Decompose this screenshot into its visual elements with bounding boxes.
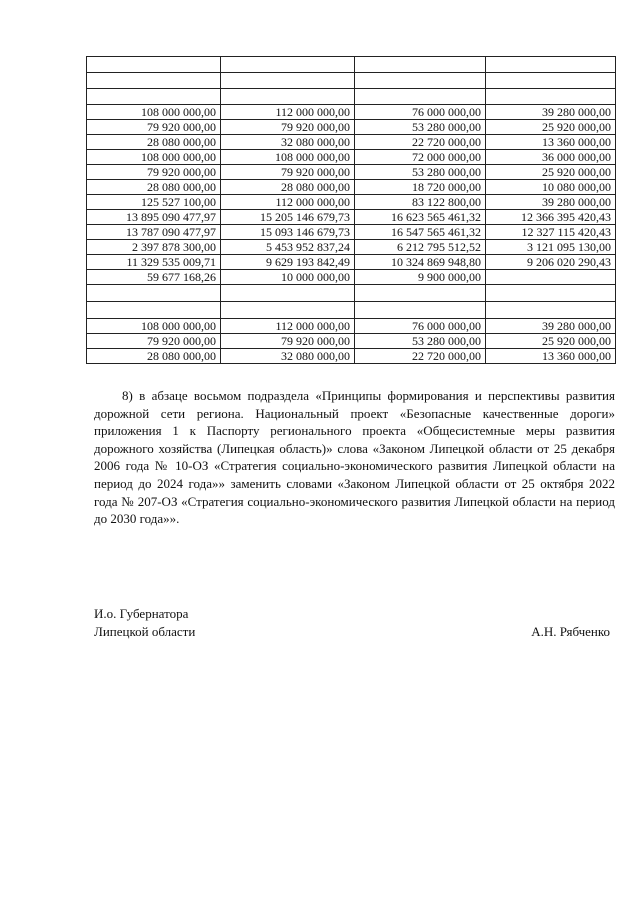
- table-row: [87, 285, 616, 302]
- signatory-name: А.Н. Рябченко: [531, 624, 610, 639]
- table-cell: 15 093 146 679,73: [221, 225, 355, 240]
- table-cell: 53 280 000,00: [355, 120, 486, 135]
- table-row: [87, 225, 616, 240]
- table-cell: 79 920 000,00: [221, 120, 355, 135]
- table-cell: 28 080 000,00: [87, 135, 221, 150]
- table-cell: 22 720 000,00: [355, 135, 486, 150]
- table-row: [87, 319, 616, 334]
- table-cell: 9 900 000,00: [355, 270, 486, 285]
- table-cell: 79 920 000,00: [87, 165, 221, 180]
- table-row: [87, 195, 616, 210]
- table-cell: [486, 285, 616, 302]
- table-cell: [486, 89, 616, 105]
- amendment-paragraph: [94, 387, 615, 528]
- table-cell: 10 324 869 948,80: [355, 255, 486, 270]
- table-cell: 9 206 020 290,43: [486, 255, 616, 270]
- table-cell: [221, 57, 355, 73]
- table-cell: 39 280 000,00: [486, 319, 616, 334]
- table-cell: 13 360 000,00: [486, 135, 616, 150]
- table-cell: [87, 73, 221, 89]
- table-cell: 12 366 395 420,43: [486, 210, 616, 225]
- table-cell: 112 000 000,00: [221, 319, 355, 334]
- table-cell: 11 329 535 009,71: [87, 255, 221, 270]
- table-cell: 83 122 800,00: [355, 195, 486, 210]
- table-cell: 112 000 000,00: [221, 195, 355, 210]
- signatory-title: [94, 605, 195, 641]
- table-cell: 108 000 000,00: [87, 105, 221, 120]
- table-cell: 25 920 000,00: [486, 334, 616, 349]
- table-cell: 12 327 115 420,43: [486, 225, 616, 240]
- table-cell: 13 895 090 477,97: [87, 210, 221, 225]
- table-cell: 32 080 000,00: [221, 135, 355, 150]
- table-row: [87, 180, 616, 195]
- table-row: [87, 120, 616, 135]
- table-cell: 22 720 000,00: [355, 349, 486, 364]
- table-cell: 15 205 146 679,73: [221, 210, 355, 225]
- table-row: [87, 165, 616, 180]
- table-cell: [221, 89, 355, 105]
- table-cell: 28 080 000,00: [221, 180, 355, 195]
- table-cell: 36 000 000,00: [486, 150, 616, 165]
- table-cell: 79 920 000,00: [221, 334, 355, 349]
- table-cell: [355, 89, 486, 105]
- table-cell: 2 397 878 300,00: [87, 240, 221, 255]
- table-cell: 3 121 095 130,00: [486, 240, 616, 255]
- table-cell: 59 677 168,26: [87, 270, 221, 285]
- table-cell: 112 000 000,00: [221, 105, 355, 120]
- table-cell: [87, 302, 221, 319]
- table-row: [87, 57, 616, 73]
- table-cell: 79 920 000,00: [87, 334, 221, 349]
- table-row: [87, 270, 616, 285]
- table-cell: [87, 285, 221, 302]
- table-cell: 10 080 000,00: [486, 180, 616, 195]
- table-cell: 10 000 000,00: [221, 270, 355, 285]
- table-row: [87, 89, 616, 105]
- table-cell: [486, 302, 616, 319]
- table-cell: [486, 270, 616, 285]
- table-cell: 72 000 000,00: [355, 150, 486, 165]
- table-cell: 16 623 565 461,32: [355, 210, 486, 225]
- table-row: [87, 255, 616, 270]
- table-cell: 13 360 000,00: [486, 349, 616, 364]
- table-row: [87, 334, 616, 349]
- budget-table-body: [87, 57, 616, 364]
- table-cell: 76 000 000,00: [355, 319, 486, 334]
- table-cell: 25 920 000,00: [486, 165, 616, 180]
- table-cell: 53 280 000,00: [355, 334, 486, 349]
- table-cell: 79 920 000,00: [87, 120, 221, 135]
- budget-table: [86, 56, 616, 364]
- table-row: [87, 135, 616, 150]
- table-row: [87, 210, 616, 225]
- table-cell: 53 280 000,00: [355, 165, 486, 180]
- table-row: [87, 105, 616, 120]
- table-cell: 5 453 952 837,24: [221, 240, 355, 255]
- table-cell: [355, 285, 486, 302]
- table-cell: 108 000 000,00: [87, 319, 221, 334]
- table-cell: 16 547 565 461,32: [355, 225, 486, 240]
- table-cell: 13 787 090 477,97: [87, 225, 221, 240]
- table-cell: [221, 73, 355, 89]
- table-cell: [355, 73, 486, 89]
- signatory-title-line-2: Липецкой области: [94, 624, 196, 639]
- table-cell: 125 527 100,00: [87, 195, 221, 210]
- table-cell: [355, 302, 486, 319]
- table-cell: [87, 89, 221, 105]
- table-cell: 6 212 795 512,52: [355, 240, 486, 255]
- signatory-title-line-1: И.о. Губернатора: [94, 606, 189, 621]
- table-cell: [221, 285, 355, 302]
- table-row: [87, 240, 616, 255]
- table-cell: 25 920 000,00: [486, 120, 616, 135]
- table-row: [87, 302, 616, 319]
- table-cell: [486, 57, 616, 73]
- table-cell: 108 000 000,00: [221, 150, 355, 165]
- table-cell: 9 629 193 842,49: [221, 255, 355, 270]
- table-cell: [355, 57, 486, 73]
- table-cell: [87, 57, 221, 73]
- table-cell: 32 080 000,00: [221, 349, 355, 364]
- table-cell: 76 000 000,00: [355, 105, 486, 120]
- table-cell: 18 720 000,00: [355, 180, 486, 195]
- amendment-paragraph-text: 8) в абзаце восьмом подраздела «Принципы формирования и перспективы развития дорожной сети региона. Национальный проект «Безопасные качественные дороги» приложения 1 к Паспорту регионального проекта «Общесистемные меры развития дорожного хозяйства (Липецкая область)» слова «Законом Липецкой области от 25 декабря 2006 года № 10-ОЗ «Стратегия социально-экономического развития Липецкой области на период до 2024 года»» заменить словами «Законом Липецкой области от 25 октября 2022 года № 207-ОЗ «Стратегия социально-экономического развития Липецкой области на период до 2030 года»».: [94, 388, 615, 527]
- table-cell: 28 080 000,00: [87, 180, 221, 195]
- table-cell: [486, 73, 616, 89]
- table-row: [87, 349, 616, 364]
- table-cell: 28 080 000,00: [87, 349, 221, 364]
- table-row: [87, 150, 616, 165]
- table-cell: 79 920 000,00: [221, 165, 355, 180]
- table-row: [87, 73, 616, 89]
- table-cell: 39 280 000,00: [486, 195, 616, 210]
- table-cell: [221, 302, 355, 319]
- table-cell: 108 000 000,00: [87, 150, 221, 165]
- table-cell: 39 280 000,00: [486, 105, 616, 120]
